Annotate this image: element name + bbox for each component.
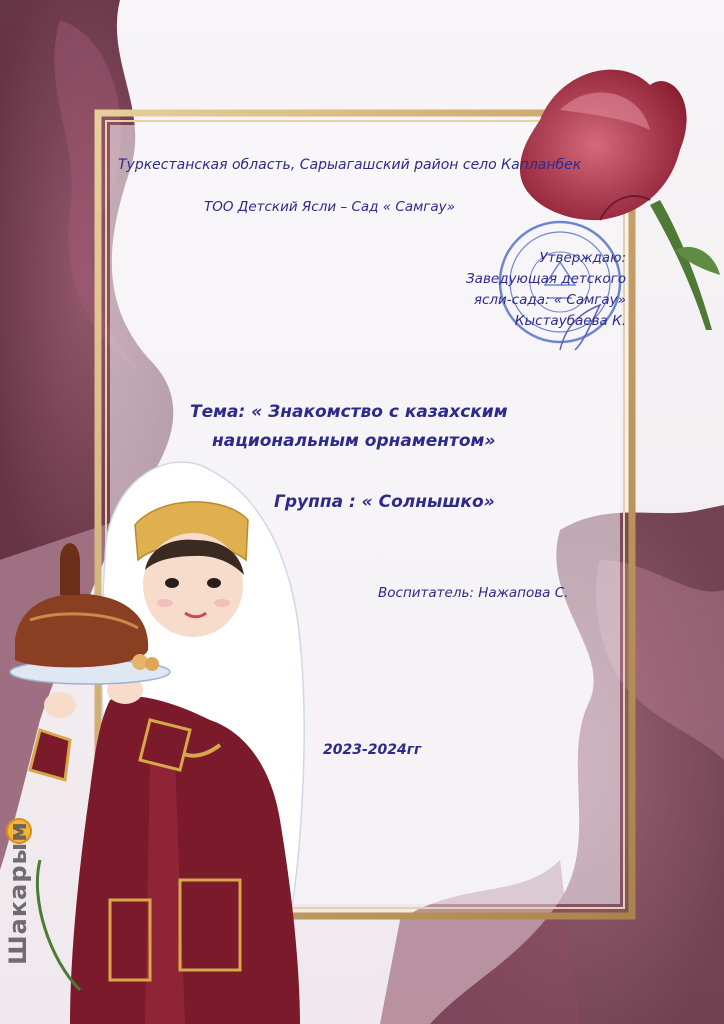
organization-line: ТОО Детский Ясли – Сад « Самгау» xyxy=(204,199,455,215)
watermark-text: Шакарым xyxy=(4,821,32,965)
theme-line-2: национальным орнаментом» xyxy=(212,431,496,451)
group-name: Группа : « Солнышко» xyxy=(274,492,495,512)
approval-line-1: Утверждаю: xyxy=(539,250,626,266)
academic-year: 2023-2024гг xyxy=(323,742,422,758)
approval-line-4: Кыстаубаева К. xyxy=(514,313,626,329)
theme-title xyxy=(190,398,508,456)
theme-line-1: Тема: « Знакомство с казахским xyxy=(190,402,508,422)
approval-line-2: Заведующая детского xyxy=(466,271,626,287)
teacher-name: Воспитатель: Нажапова С. xyxy=(378,585,569,601)
approval-line-3: ясли-сада: « Самгау» xyxy=(473,292,626,308)
region-line: Туркестанская область, Сарыагашский район село Капланбек xyxy=(118,157,582,173)
approval-block xyxy=(436,248,626,332)
